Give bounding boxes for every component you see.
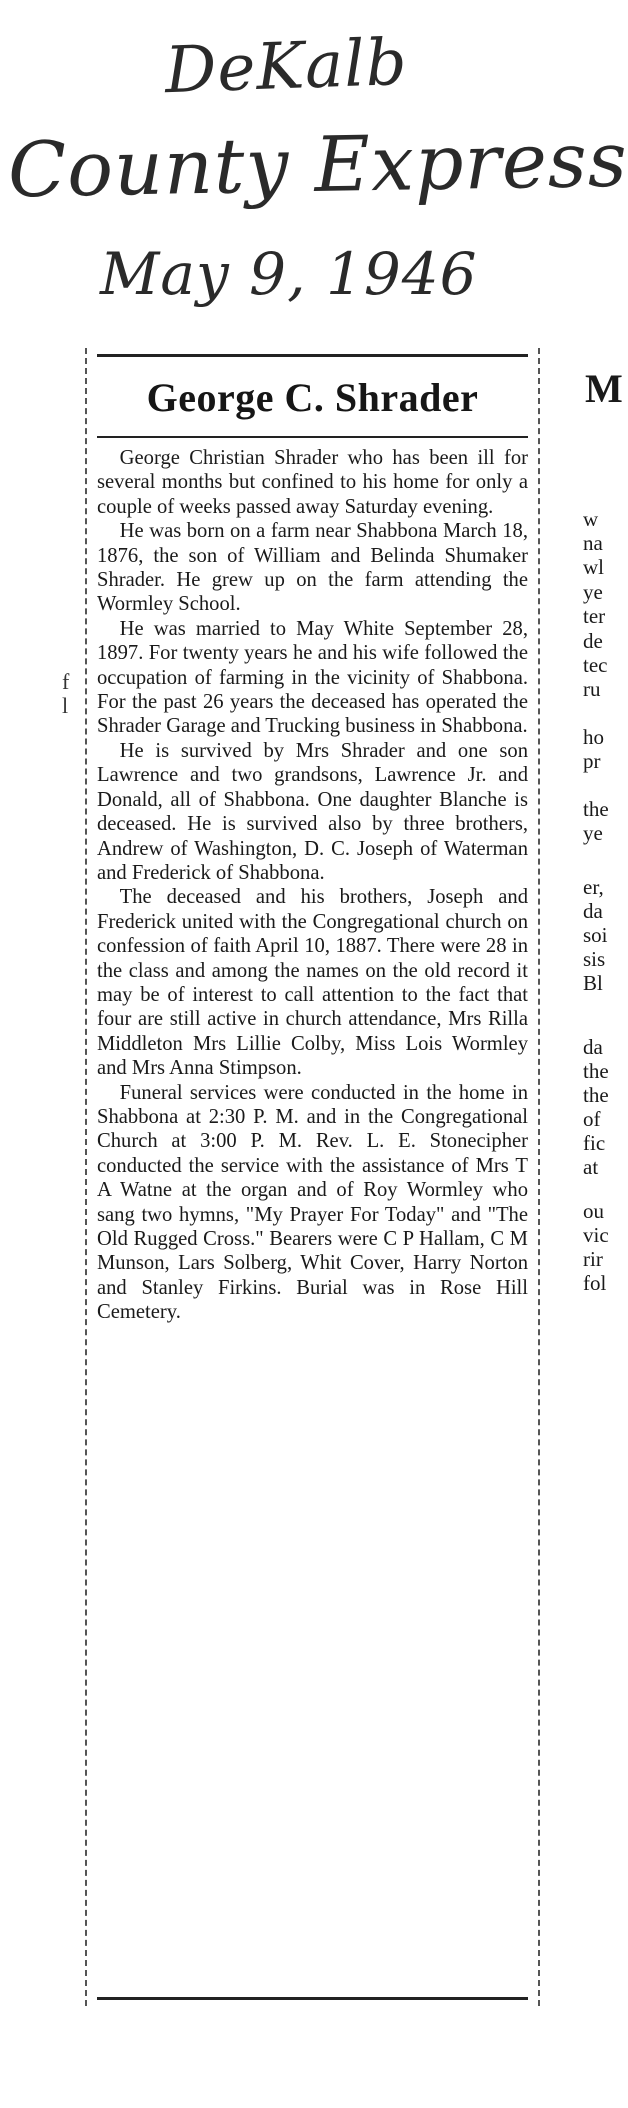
bottom-rule bbox=[97, 1997, 528, 2000]
margin-fragment: l bbox=[62, 693, 69, 718]
adjacent-column-text-fragment: the bbox=[583, 1059, 609, 1083]
adjacent-column-text-fragment: Bl bbox=[583, 971, 603, 995]
adjacent-column-text-fragment: vic bbox=[583, 1223, 609, 1247]
headline-rule bbox=[97, 436, 528, 438]
paragraph: He was born on a farm near Shabbona March 18, 1876, the son of William and Belinda Shumaker Shrader. He grew up on the farm attending the Wormley School. bbox=[97, 520, 528, 616]
obituary-body bbox=[97, 446, 528, 1325]
paragraph: George Christian Shrader who has been ill for several months but confined to his home for only a couple of weeks passed away Saturday evening. bbox=[97, 447, 528, 518]
adjacent-column-text-fragment: tec bbox=[583, 653, 608, 677]
adjacent-column-text-fragment: er, bbox=[583, 875, 604, 899]
adjacent-column-head: M bbox=[585, 366, 623, 411]
adjacent-column-text-fragment: ru bbox=[583, 677, 601, 701]
handwritten-newspaper-name: DeKalb bbox=[163, 25, 409, 109]
adjacent-column-text-fragment: ye bbox=[583, 821, 603, 845]
adjacent-column-text-fragment: pr bbox=[583, 749, 601, 773]
left-margin-fragments bbox=[62, 670, 69, 718]
adjacent-column-text-fragment: w bbox=[583, 507, 599, 531]
adjacent-column-text-fragment: the bbox=[583, 797, 609, 821]
clipping-left-edge bbox=[85, 348, 87, 2006]
adjacent-column-text-fragment: wl bbox=[583, 555, 604, 579]
paragraph: The deceased and his brothers, Joseph and Frederick united with the Congregational church on confession of faith April 10, 1887. There were 28 in the class and among the names on the old record it may be of interest to call attention to the fact that four are still active in church attendance, Mrs Rilla Middleton Mrs Lillie Colby, Miss Lois Wormley and Mrs Anna Stimpson. bbox=[97, 886, 528, 1080]
paragraph: He is survived by Mrs Shrader and one son Lawrence and two grandsons, Lawrence Jr. and Donald, all of Shabbona. One daughter Blanche is deceased. He is survived also by three brothers, Andrew of Washington, D. C. Joseph of Waterman and Frederick of Shabbona. bbox=[97, 739, 528, 884]
handwritten-date: May 9, 1946 bbox=[100, 240, 478, 308]
handwritten-newspaper-county: County Express bbox=[7, 114, 628, 215]
adjacent-column-text-fragment: ho bbox=[583, 725, 604, 749]
adjacent-column-text-fragment: na bbox=[583, 531, 603, 555]
paragraph: He was married to May White September 28, 1897. For twenty years he and his wife followed the occupation of farming in the vicinity of Shabbona. For the past 26 years the deceased has operated the Shrader Garage and Trucking business in Shabbona. bbox=[97, 617, 528, 738]
adjacent-column-text-fragment: soi bbox=[583, 923, 608, 947]
adjacent-column-text-fragment: sis bbox=[583, 947, 606, 971]
adjacent-column-text-fragment: de bbox=[583, 629, 603, 653]
adjacent-column-text-fragment: ou bbox=[583, 1199, 604, 1223]
adjacent-column-text-fragment: ye bbox=[583, 580, 603, 604]
adjacent-column-text-fragment: da bbox=[583, 1035, 603, 1059]
adjacent-column-text-fragment: the bbox=[583, 1083, 609, 1107]
adjacent-column-text-fragment: of bbox=[583, 1107, 601, 1131]
adjacent-column-text-fragment: at bbox=[583, 1155, 599, 1179]
adjacent-column-text-fragment: ter bbox=[583, 604, 606, 628]
adjacent-column-text-fragment: fol bbox=[583, 1271, 607, 1295]
adjacent-column-text-fragment: da bbox=[583, 899, 603, 923]
top-rule bbox=[97, 354, 528, 357]
obituary-clipping bbox=[85, 348, 540, 2006]
obituary-headline: George C. Shrader bbox=[146, 375, 479, 420]
paragraph: Funeral services were conducted in the home in Shabbona at 2:30 P. M. and in the Congregational Church at 3:00 P. M. Rev. L. E. Stonecipher conducted the service with the assistance of Mrs T A Watne at the organ and of Roy Wormley who sang two hymns, "My Prayer For Today" and "The Old Rugged Cross." Bearers were C P Hallam, C M Munson, Lars Solberg, Whit Cover, Harry Norton and Stanley Firkins. Burial was in Rose Hill Cemetery. bbox=[97, 1081, 528, 1324]
adjacent-column-text-fragment: rir bbox=[583, 1247, 603, 1271]
adjacent-column-text-fragment: fic bbox=[583, 1131, 606, 1155]
margin-fragment: f bbox=[62, 669, 70, 694]
clipping-right-edge bbox=[538, 348, 540, 2006]
adjacent-column-fragment bbox=[583, 355, 623, 1635]
